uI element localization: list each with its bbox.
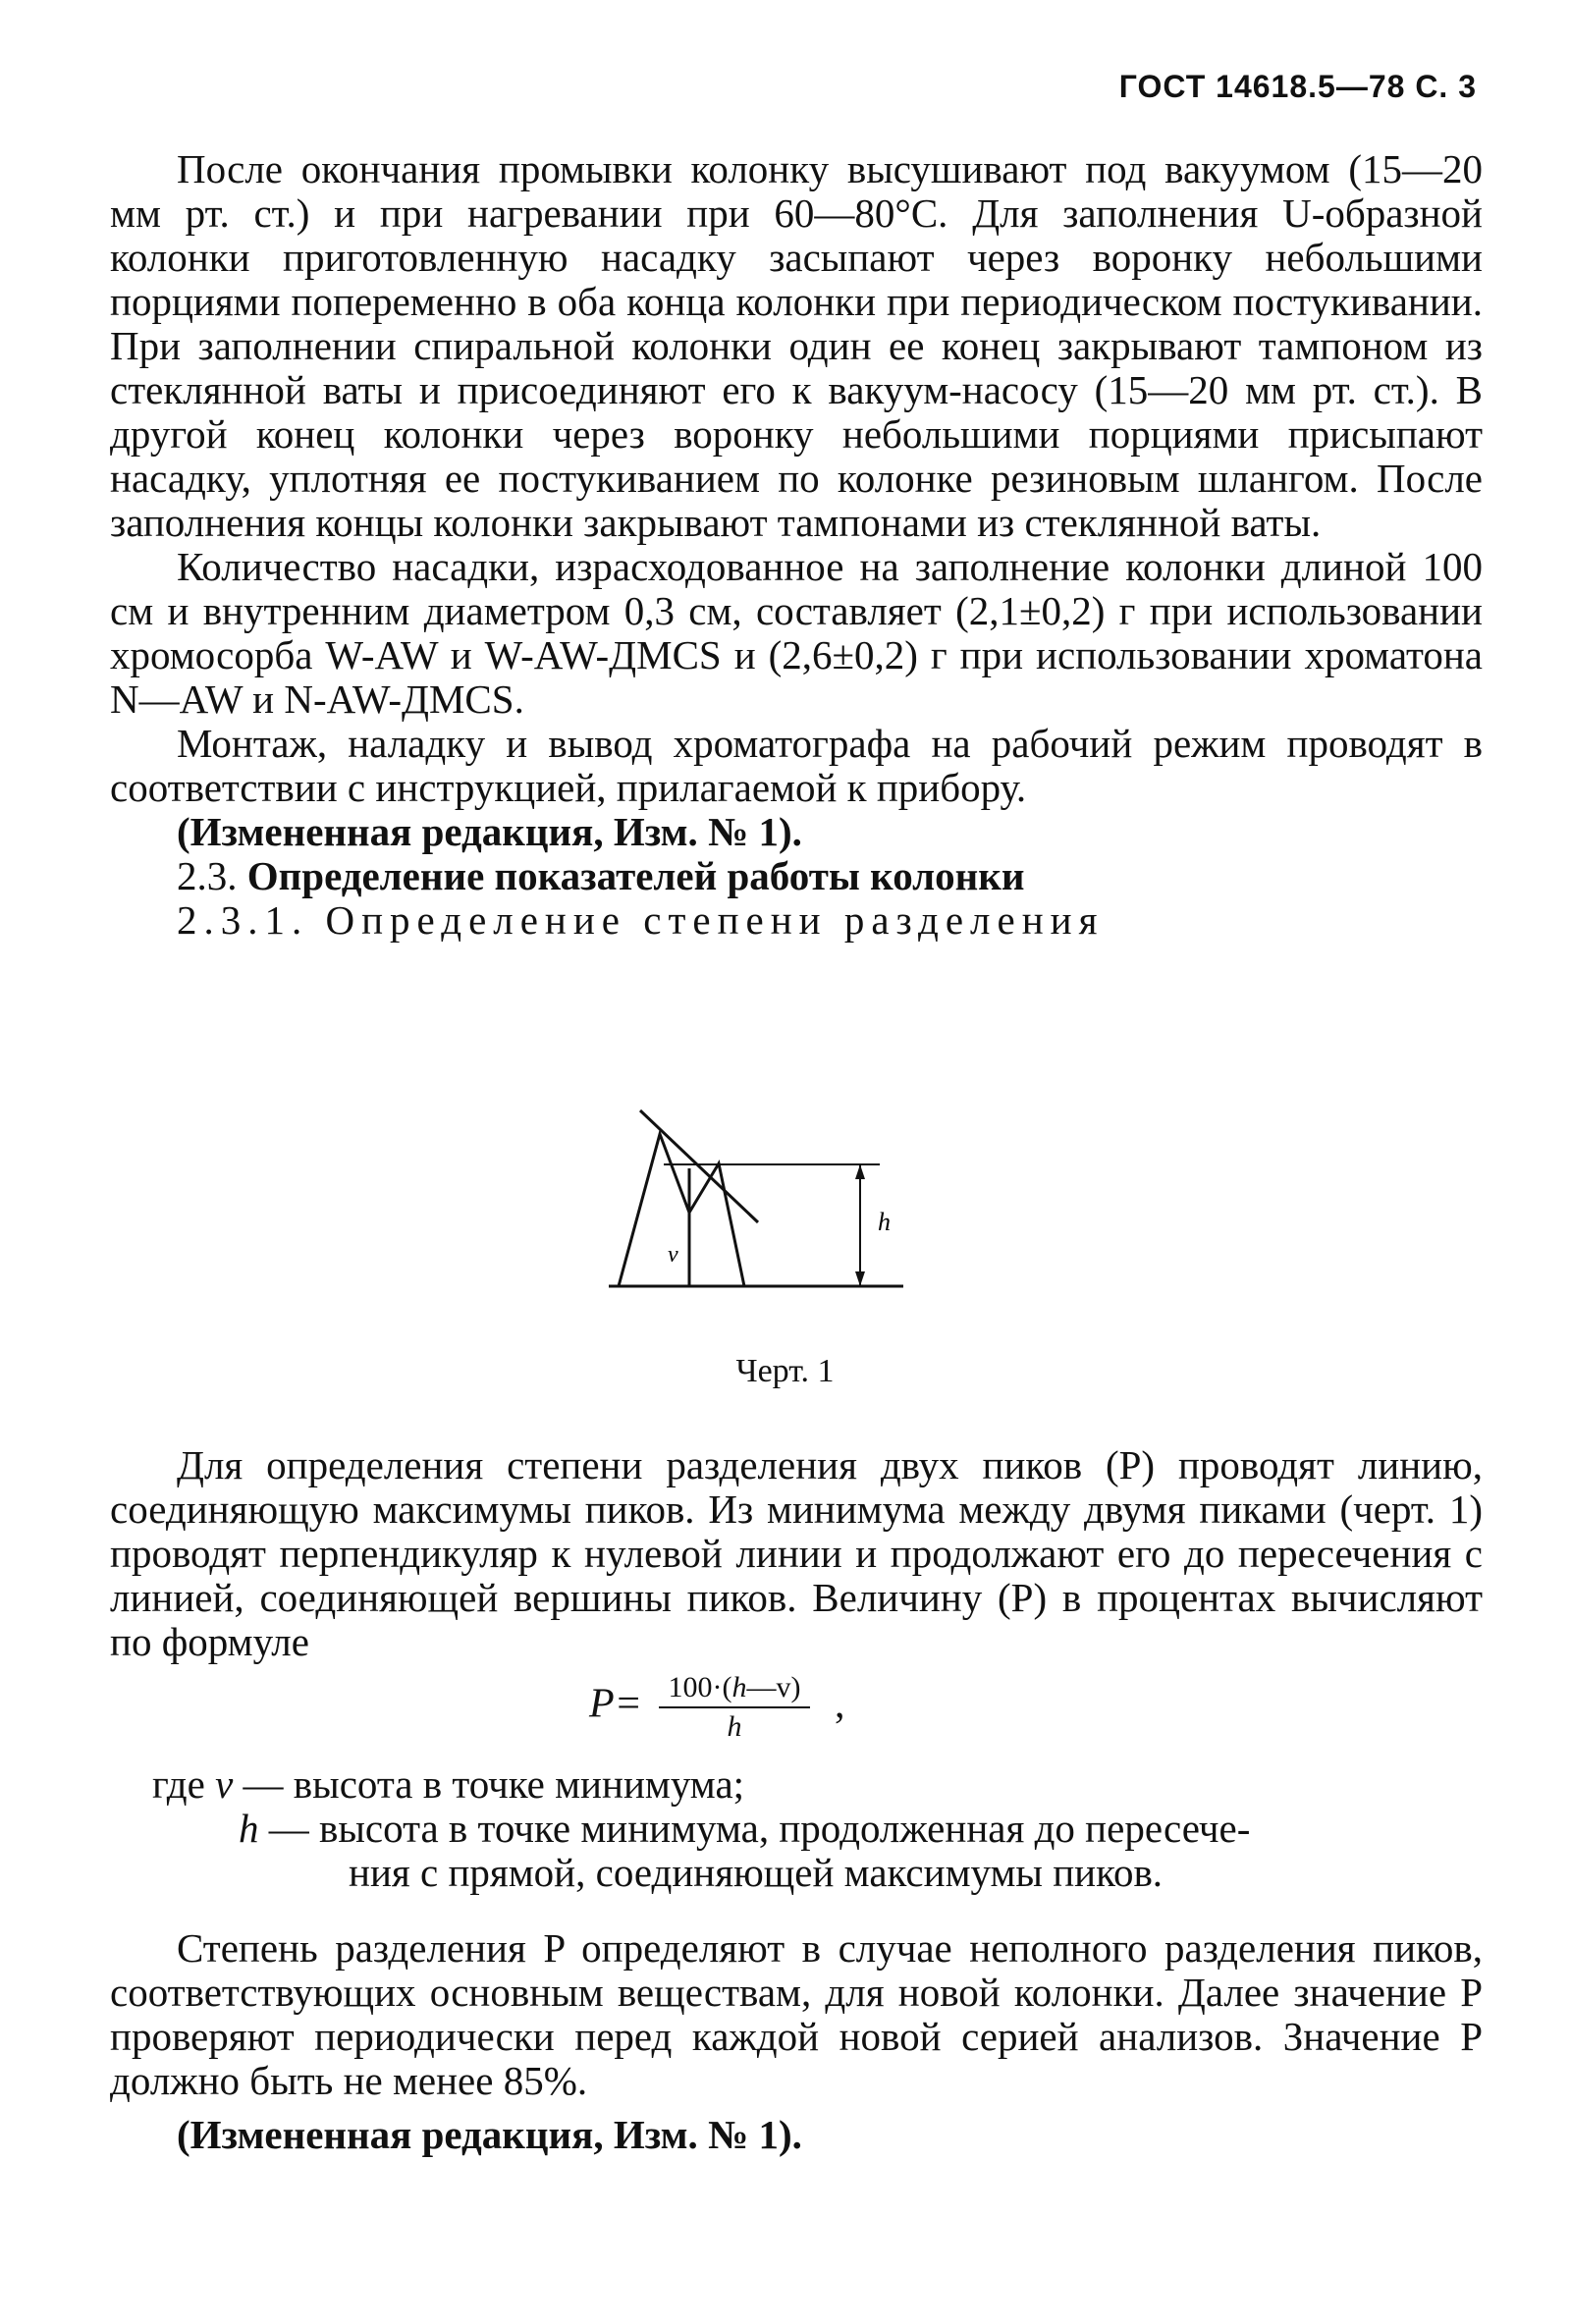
def-h-text-1: — высота в точке минимума, продолженная до пересече- [268,1806,1251,1851]
body-top [110,147,1483,943]
def-v-text: — высота в точке минимума; [243,1761,745,1807]
section-title: Определение показателей работы колонки [246,853,1025,898]
section-heading [110,854,1483,898]
label-h: h [878,1208,891,1236]
subsection-heading: 2.3.1. Определение степени разделения [177,897,1105,943]
paragraph-method: Для определения степени разделения двух пиков (P) проводят линию, соединяющую максимумы пиков. Из минимума между двумя пиками (черт. 1) проводят перпендикуляр к нулевой линии и продолжают его до пересечения с линией, соединяющей вершины пиков. Величину (P) в процентах вычисляют по формуле [110,1442,1483,1664]
label-v: v [668,1242,678,1268]
figure-caption: Черт. 1 [735,1353,835,1389]
arrow-down-icon [855,1271,865,1286]
formula-denominator: h [727,1710,742,1743]
page-header: ГОСТ 14618.5—78 С. 3 [1118,69,1477,104]
formula-numerator: 100·(h—v) [659,1671,811,1708]
def-v-symbol: v [215,1761,234,1807]
chromatogram-peaks [619,1134,744,1286]
formula-lhs: P= [589,1681,642,1727]
formula-fraction [659,1671,811,1744]
peak-connecting-line [640,1110,758,1222]
edit-note-2: (Измененная редакция, Изм. № 1). [177,2112,802,2157]
formula-comma: , [834,1681,845,1727]
body-bottom [110,1926,1483,2157]
paragraph-column-filling: После окончания промывки колонку высушивают под вакуумом (15—20 мм рт. ст.) и при нагревании при 60—80°С. Для заполнения U-образной колонки приготовленную насадку засыпают через воронку небольшими порциями попеременно в оба конца колонки при периодическом постукивании. При заполнении спиральной колонки один ее конец закрывают тампоном из стеклянной ваты и присоединяют его к вакуум-насосу (15—20 мм рт. ст.). В другой конец колонки через воронку небольшими порциями присыпают насадку, уплотняя ее постукиванием по колонке резиновым шлангом. После заполнения концы колонки закрывают тампонами из стеклянной ваты. [110,146,1483,545]
paragraph-packing-amount: Количество насадки, израсходованное на заполнение колонки длиной 100 см и внутренним диаметром 0,3 см, составляет (2,1±0,2) г при использовании хромосорба W-AW и W-AW-ДMCS и (2,6±0,2) г при использовании хроматона N—AW и N-AW-ДMCS. [110,544,1483,722]
edit-note-1: (Измененная редакция, Изм. № 1). [177,809,802,854]
definition-v [152,1762,1483,1807]
peak-separation-figure [609,1105,923,1301]
definition-h-continuation: ния с прямой, соединяющей максимумы пиков. [349,1850,1164,1895]
def-h-symbol: h [239,1806,259,1851]
paragraph-installation: Монтаж, наладку и вывод хроматографа на рабочий режим проводят в соответствии с инструкцией, прилагаемой к прибору. [110,721,1483,810]
paragraph-separation-check: Степень разделения P определяют в случае неполного разделения пиков, соответствующих основным веществам, для новой колонки. Далее значение P проверяют периодически перед каждой новой серией анализов. Значение P должно быть не менее 85%. [110,1925,1483,2103]
body-middle [110,1443,1483,1664]
formula [589,1671,844,1744]
section-number: 2.3. [177,853,238,898]
where-word: где [152,1761,205,1807]
definitions [152,1762,1483,1895]
arrow-up-icon [855,1164,865,1179]
definition-h [152,1807,1483,1851]
